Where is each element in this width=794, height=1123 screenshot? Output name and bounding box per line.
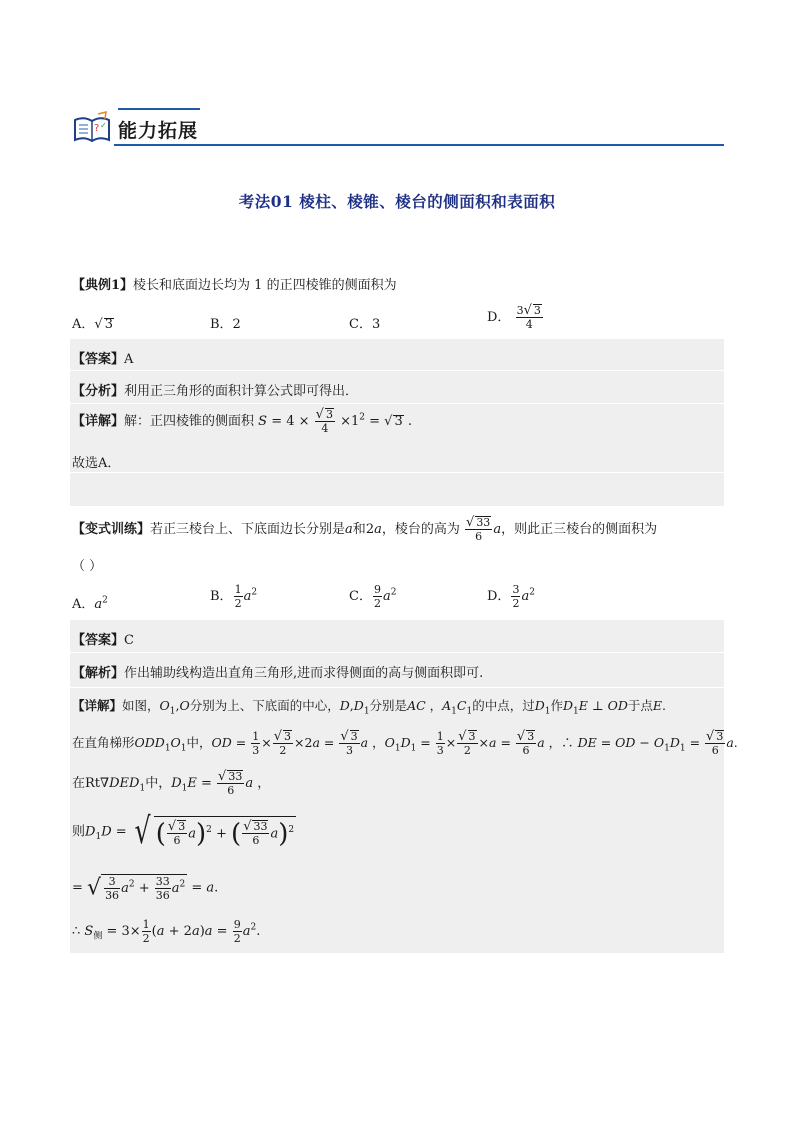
svg-text:?: ? [94,123,100,134]
variant-option-c: C． $\frac{9}{2}$ $a^2$ [349,583,397,610]
example1-answer: 【答案】A [72,352,134,367]
header-rule [114,144,724,146]
variant-detail-5: = √ $\frac{3}{36}$ $a^2$ + $\frac{33}{36}$ $a^2 = a$. [72,875,219,902]
variant-question: 【变式训练】若正三棱台上、下底面边长分别是a和2a，棱台的高为 $\frac{√ 33}{6}$ a，则此正三棱台的侧面积为 [72,515,658,543]
example1-question-text: 棱长和底面边长均为 1 的正四棱锥的侧面积为 [133,278,397,293]
example1-analysis: 【分析】利用正三角形的面积计算公式即可得出． [72,384,359,399]
example1-detail: 【详解】解：正四棱锥的侧面积 S = 4 × $\frac{√ 3}{4}$ $\times 1^2$ = √ 3 . [72,407,413,435]
example1-tag: 【典例1】 [72,278,134,293]
variant-detail-6: ∴ $S_侧 = 3\times$ $\frac{1}{2}$ (a + 2a)a = $\frac{9}{2}$ $a^2$. [72,918,261,945]
example1-option-b: B．2 [210,317,241,332]
variant-option-b: B． $\frac{1}{2}$ $a^2$ [210,583,258,610]
variant-analysis: 【解析】作出辅助线构造出直角三角形,进而求得侧面的高与侧面积即可. [72,666,484,681]
variant-detail-4: 则$D_1D$ = √ ( $\frac{√ 3}{6}$ a)$^2$ + ( $\frac{√ 33}{6}$ a)$^2$ [72,811,295,852]
book-icon [72,110,112,144]
example1-option-a: A．√ 3 [72,317,113,332]
variant-option-d: D． $\frac{3}{2}$ $a^2$ [487,583,535,610]
example1-option-d: D． $\frac{3√ 3}{4}$ [487,303,541,331]
section-header [70,104,724,148]
example1-conclusion: 故选A． [72,456,121,471]
variant-detail-1: 【详解】如图，$O_1,O$分别为上、下底面的中心，$D,D_1$分别是AC ，$A_1C_1$的中点，过$D_1$作$D_1E$ ⊥ OD于点E. [72,698,667,717]
header-top-line [118,108,200,110]
method-title: 考法01 棱柱、棱锥、棱台的侧面积和表面积 [238,192,556,211]
variant-detail-2: 在直角梯形$ODD_1O_1$中，OD = $\frac{1}{3}$ × $\frac{√ 3}{2}$ ×2a = $\frac{√ 3}{3}$ a ，$O_1D_1$ = $\frac{1}{3}$ × $\frac{√ 3}{2}$ ×a = $\frac{√ 3}{6}$ a ，∴ DE = OD − $O_1D_1$ = $\frac{√ 3}{6}$ a. [72,729,738,757]
example1-question [72,274,397,293]
variant-answer: 【答案】C [72,633,134,648]
example1-option-c: C．3 [349,317,381,332]
svg-text:✓: ✓ [100,121,107,130]
variant-blank: （ ） [72,559,103,574]
variant-detail-3: 在$Rt\nabla DED_1$中，$D_1E$ = $\frac{√ 33}{6}$ a ， [72,769,271,797]
variant-option-a: A．$a^2$ [72,595,108,612]
section-title: 能力拓展 [118,120,199,142]
